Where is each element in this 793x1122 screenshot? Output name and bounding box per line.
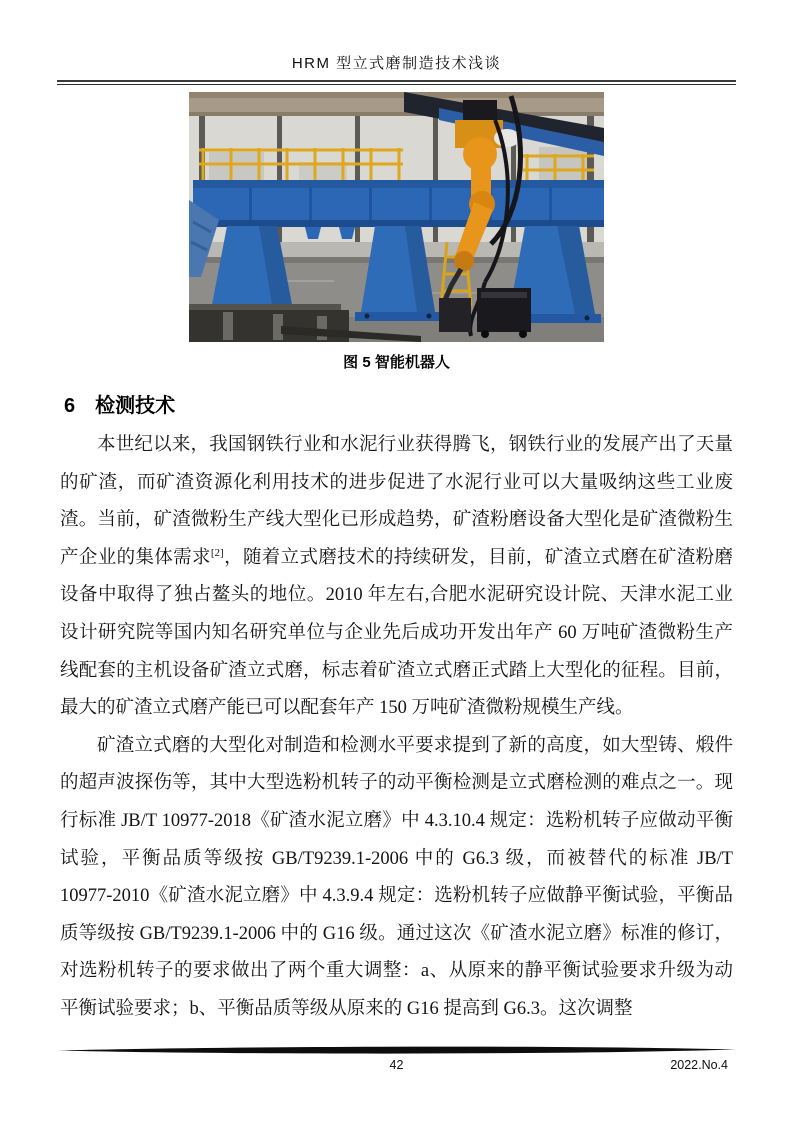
figure-caption: 图 5 智能机器人 — [343, 354, 450, 371]
page-footer — [57, 1046, 736, 1076]
robot-photo-illustration — [189, 92, 604, 342]
figure-5 — [0, 92, 793, 372]
footer-row — [57, 1058, 736, 1076]
section-number: 6 — [64, 395, 76, 417]
header-rule — [57, 80, 736, 85]
paragraph-1-text-b: ，随着立式磨技术的持续研发，目前，矿渣立式磨在矿渣粉磨设备中取得了独占鳌头的地位。2010 年左右,合肥水泥研究设计院、天津水泥工业设计研究院等国内知名研究单位与企业先后成功开发出年产 60 万吨矿渣微粉生产线配套的主机设备矿渣立式磨，标志着矿渣立式磨正式踏上大型化的征程。目前，最大的矿渣立式磨产能已可以配套年产 150 万吨矿渣微粉规模生产线。 — [60, 547, 733, 719]
section-heading — [64, 389, 793, 418]
footer-rule — [57, 1046, 736, 1055]
body-text — [60, 427, 733, 1029]
citation-ref-2: [2] — [210, 546, 224, 559]
paragraph-1 — [60, 427, 733, 728]
section-title: 检测技术 — [95, 395, 176, 417]
paragraph-2: 矿渣立式磨的大型化对制造和检测水平要求提到了新的高度，如大型铸、煅件的超声波探伤等，其中大型选粉机转子的动平衡检测是立式磨检测的难点之一。现行标准 JB/T 10977-2018《矿渣水泥立磨》中 4.3.10.4 规定：选粉机转子应做动平衡试验，平衡品质等级按 GB/T9239.1-2006 中的 G6.3 级，而被替代的标准 JB/T 10977-2010《矿渣水泥立磨》中 4.3.9.4 规定：选粉机转子应做静平衡试验，平衡品质等级按 GB/T9239.1-2006 中的 G16 级。通过这次《矿渣水泥立磨》标准的修订，对选粉机转子的要求做出了两个重大调整：a、从原来的静平衡试验要求升级为动平衡试验要求；b、平衡品质等级从原来的 G16 提高到 G6.3。这次调整 — [60, 735, 733, 1019]
robot-photo — [189, 92, 604, 342]
page-number: 42 — [389, 1058, 404, 1072]
paragraph-1-text-a: 本世纪以来，我国钢铁行业和水泥行业获得腾飞，钢铁行业的发展产出了天量的矿渣，而矿渣资源化利用技术的进步促进了水泥行业可以大量吸纳这些工业废渣。当前，矿渣微粉生产线大型化已形成趋势，矿渣粉磨设备大型化是矿渣微粉生产企业的集体需求 — [60, 435, 733, 568]
running-head: HRM 型立式磨制造技术浅谈 — [291, 55, 502, 72]
issue-label: 2022.No.4 — [670, 1058, 728, 1072]
